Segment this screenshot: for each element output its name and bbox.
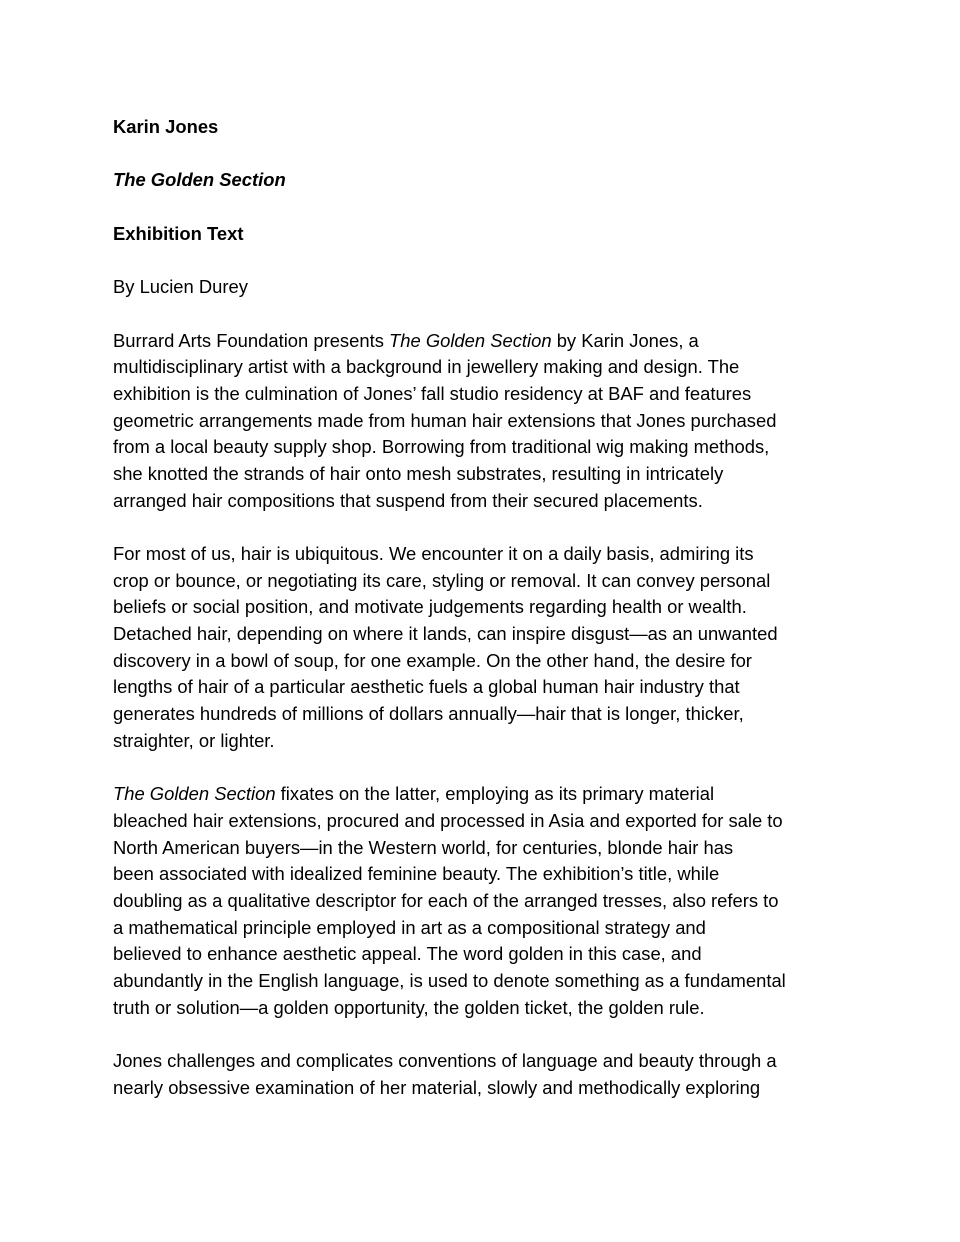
line-text: fixates on the latter, employing as its primary material (275, 783, 715, 805)
line-text: Detached hair, depending on where it lands, can inspire disgust—as an unwanted (113, 623, 778, 645)
text-line (113, 674, 853, 701)
text-line (113, 728, 853, 755)
text-line (113, 568, 853, 595)
line-text: bleached hair extensions, procured and processed in Asia and exported for sale to (113, 809, 783, 831)
line-text: Burrard Arts Foundation presents (113, 329, 390, 351)
line-text: nearly obsessive examination of her material, slowly and methodically exploring (113, 1076, 761, 1098)
line-text: beliefs or social position, and motivate judgements regarding health or wealth. (113, 596, 747, 618)
spacer (113, 301, 853, 328)
line-text: a mathematical principle employed in art as a compositional strategy and (113, 916, 706, 938)
line-text: believed to enhance aesthetic appeal. The word golden in this case, and (113, 943, 702, 965)
line-text: doubling as a qualitative descriptor for each of the arranged tresses, also refers to (113, 889, 779, 911)
text-line (113, 915, 853, 942)
paragraph (113, 781, 853, 1021)
line-text: crop or bounce, or negotiating its care, styling or removal. It can convey personal (113, 569, 771, 591)
text-line (113, 781, 853, 808)
text-line (113, 888, 853, 915)
text-line (113, 541, 853, 568)
text-line (113, 408, 853, 435)
line-text: from a local beauty supply shop. Borrowing from traditional wig making methods, (113, 436, 770, 458)
text-line (113, 461, 853, 488)
text-line (113, 835, 853, 862)
line-text: North American buyers—in the Western world, for centuries, blonde hair has (113, 836, 734, 858)
spacer (113, 755, 853, 782)
italic-title: The Golden Section (389, 329, 552, 351)
text-line (113, 434, 853, 461)
text-line (113, 995, 853, 1022)
line-text: she knotted the strands of hair onto mesh substrates, resulting in intricately (113, 462, 724, 484)
text-line (113, 1048, 853, 1075)
line-text: discovery in a bowl of soup, for one example. On the other hand, the desire for (113, 649, 752, 671)
line-text: lengths of hair of a particular aesthetic fuels a global human hair industry that (113, 676, 740, 698)
text-line (113, 941, 853, 968)
exhibition-title: The Golden Section (113, 169, 286, 191)
text-line (113, 381, 853, 408)
text-line (113, 648, 853, 675)
document-subtitle: Exhibition Text (113, 222, 244, 244)
spacer (113, 247, 853, 274)
line-text: arranged hair compositions that suspend from their secured placements. (113, 489, 703, 511)
line-text: multidisciplinary artist with a background in jewellery making and design. The (113, 356, 740, 378)
spacer (113, 1021, 853, 1048)
spacer (113, 194, 853, 221)
spacer (113, 141, 853, 168)
line-text: For most of us, hair is ubiquitous. We encounter it on a daily basis, admiring its (113, 543, 754, 564)
spacer (113, 514, 853, 541)
text-line (113, 354, 853, 381)
text-line (113, 1075, 853, 1102)
paragraph (113, 328, 853, 515)
text-line (113, 328, 853, 355)
artist-name: Karin Jones (113, 116, 219, 137)
paragraphs (113, 328, 853, 1102)
paragraph (113, 541, 853, 755)
text-line (113, 968, 853, 995)
line-text: truth or solution—a golden opportunity, the golden ticket, the golden rule. (113, 996, 705, 1018)
paragraph (113, 1048, 853, 1101)
text-line (113, 488, 853, 515)
line-text: Jones challenges and complicates conventions of language and beauty through a (113, 1050, 777, 1072)
line-text: exhibition is the culmination of Jones’ fall studio residency at BAF and features (113, 382, 752, 404)
document-body (113, 114, 853, 1101)
text-line (113, 594, 853, 621)
italic-title: The Golden Section (113, 783, 276, 805)
line-text: geometric arrangements made from human hair extensions that Jones purchased (113, 409, 777, 431)
text-line (113, 861, 853, 888)
text-line (113, 701, 853, 728)
text-line (113, 808, 853, 835)
line-text: straighter, or lighter. (113, 729, 275, 751)
line-text: generates hundreds of millions of dollars annually—hair that is longer, thicker, (113, 703, 744, 725)
byline: By Lucien Durey (113, 276, 248, 298)
line-text: been associated with idealized feminine beauty. The exhibition’s title, while (113, 863, 720, 885)
line-text: by Karin Jones, a (551, 329, 699, 351)
line-text: abundantly in the English language, is used to denote something as a fundamental (113, 970, 786, 991)
text-line (113, 621, 853, 648)
